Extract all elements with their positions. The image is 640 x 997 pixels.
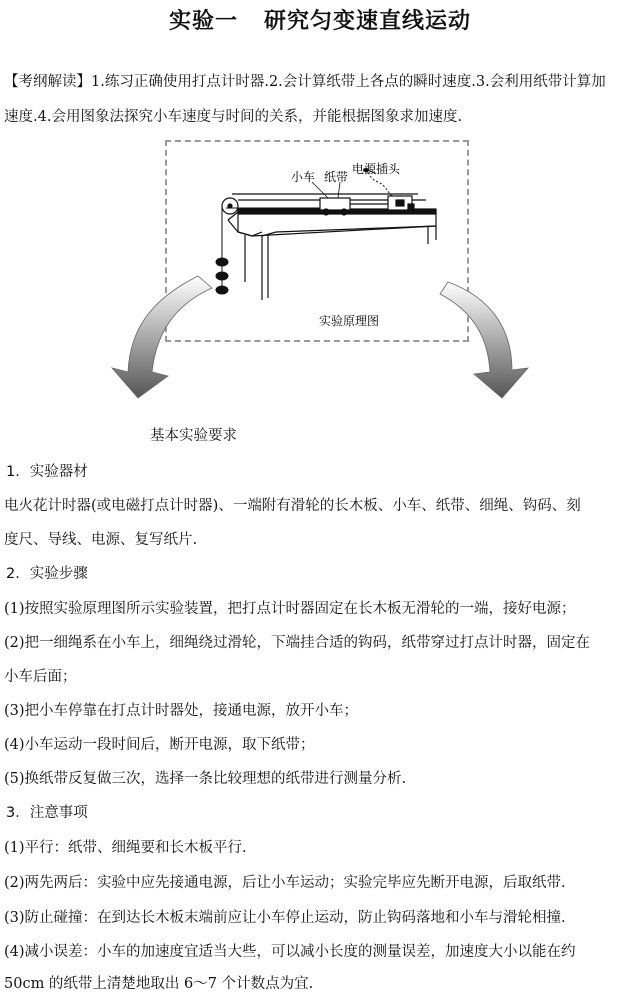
note-1: (1)平行：纸带、细绳要和长木板平行. [4,840,247,856]
intro-text-1: 1.练习正确使用打点计时器.2.会计算纸带上各点的瞬时速度.3.会利用纸带计算加 [91,74,606,90]
step-2-line1: (2)把一细绳系在小车上，细绳绕过滑轮，下端挂合适的钩码，纸带穿过打点计时器，固定在 [4,635,591,651]
label-car: 小车 [291,170,316,184]
step-3: (3)把小车停靠在打点计时器处，接通电源，放开小车； [4,703,359,719]
step-1: (1)按照实验原理图所示实验装置，把打点计时器固定在长木板无滑轮的一端，接好电源； [4,601,576,617]
basic-requirements-title: 基本实验要求 [150,428,237,444]
section2-heading: 2．实验步骤 [6,566,88,582]
page-title [0,4,640,35]
label-plug: 电源插头 [352,162,401,176]
intro-tag: 【考纲解读】 [4,74,91,90]
section1-line1: 电火花计时器(或电磁打点计时器)、一端附有滑轮的长木板、小车、纸带、细绳、钩码、刻 [4,498,581,514]
note-4-line1: (4)减小误差：小车的加速度宜适当大些，可以减小长度的测量误差，加速度大小以能在约 [4,944,576,960]
intro-line2: 速度.4.会用图象法探究小车速度与时间的关系，并能根据图象求加速度. [4,109,463,125]
title-part1: 实验一 [168,9,238,34]
intro-line1 [4,70,638,91]
left-arrow [112,276,212,398]
right-arrow [440,282,528,398]
diagram-caption: 实验原理图 [319,314,380,328]
step-2-line2: 小车后面； [4,669,77,685]
section1-heading: 1．实验器材 [6,464,88,480]
section3-heading: 3．注意事项 [6,805,88,821]
pulley [222,198,238,214]
experiment-diagram [0,130,640,420]
title-part2: 研究匀变速直线运动 [264,9,472,34]
timer [350,196,414,210]
step-4: (4)小车运动一段时间后，断开电源，取下纸带； [4,737,315,753]
note-3: (3)防止碰撞：在到达长木板末端前应让小车停止运动，防止钩码落地和小车与滑轮相撞. [4,910,566,926]
label-tape: 纸带 [324,170,349,184]
note-4-line2: 50cm 的纸带上清楚地取出 6～7 个计数点为宜. [4,976,314,992]
section1-line2: 度尺、导线、电源、复写纸片. [4,532,198,548]
step-5: (5)换纸带反复做三次，选择一条比较理想的纸带进行测量分析. [4,771,407,787]
note-2: (2)两先两后：实验中应先接通电源，后让小车运动；实验完毕应先断开电源，后取纸带. [4,875,566,891]
